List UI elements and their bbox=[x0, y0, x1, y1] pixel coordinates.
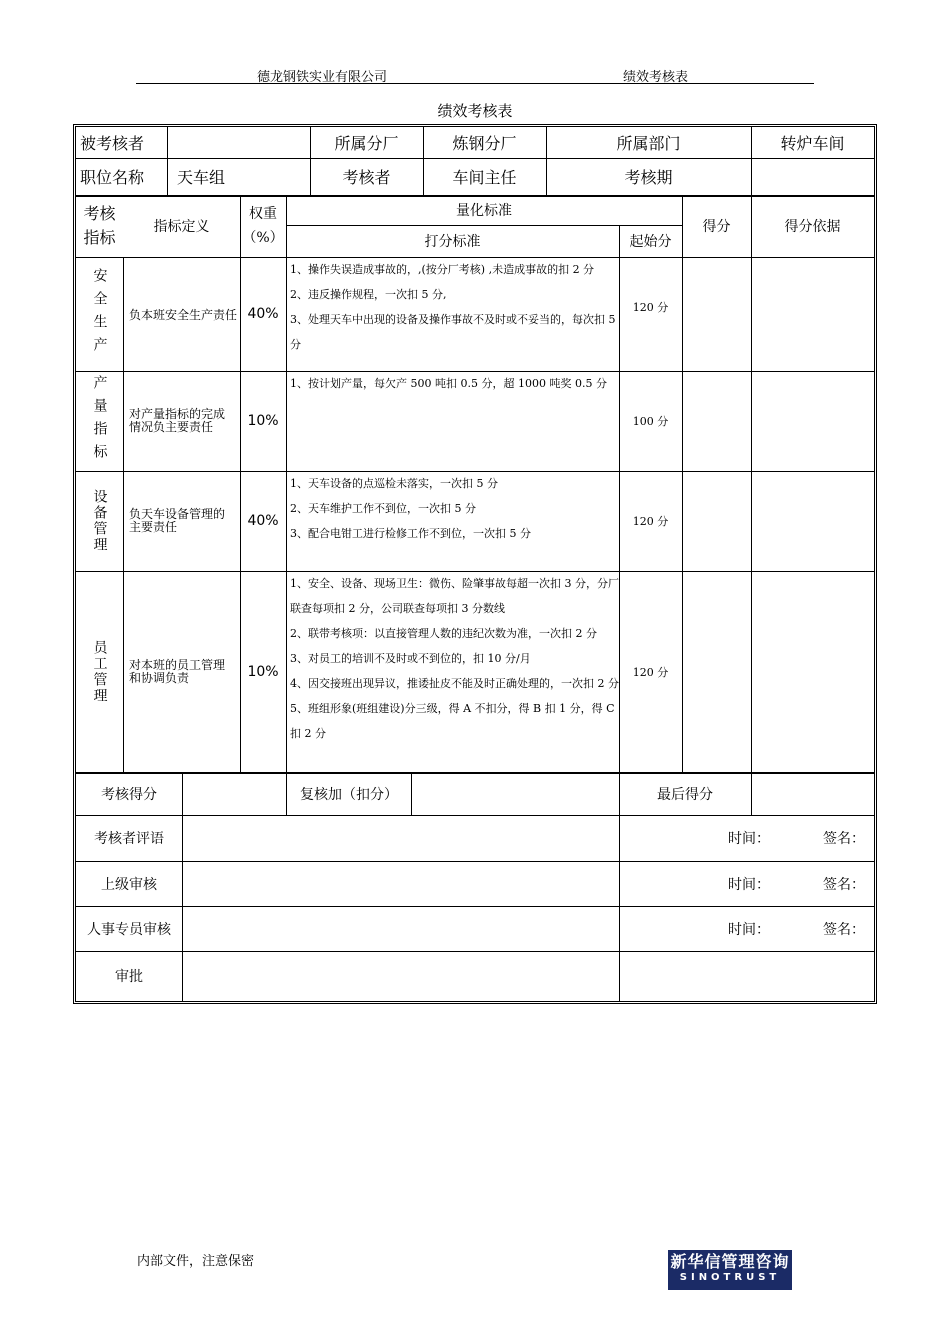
col-divider bbox=[286, 195, 287, 772]
review-adjust-label: 复核加（扣分） bbox=[300, 786, 398, 803]
standard-item: 1、安全、设备、现场卫生：微伤、险肇事故每超一次扣 3 分，分厂联查每项扣 2 分，公司联查每项扣 3 分数线 bbox=[290, 577, 619, 615]
col-header-score: 得分 bbox=[702, 219, 731, 235]
col-header-start: 起始分 bbox=[629, 234, 672, 250]
header-doc-type: 绩效考核表 bbox=[623, 70, 689, 85]
position-label: 职位名称 bbox=[80, 168, 145, 187]
signoff-sign-label: 签名： bbox=[823, 876, 865, 893]
final-score-label: 最后得分 bbox=[657, 786, 713, 803]
col-header-weight-label: 权重 bbox=[249, 206, 277, 222]
company-name: 德龙钢铁实业有限公司 bbox=[257, 70, 388, 85]
dept-label: 所属部门 bbox=[616, 134, 681, 153]
indicator-name bbox=[76, 371, 123, 471]
period-label: 考核期 bbox=[624, 168, 673, 187]
col-header-quant: 量化标准 bbox=[456, 203, 512, 219]
period-value[interactable] bbox=[751, 158, 874, 195]
indicator-basis-input[interactable] bbox=[751, 471, 874, 571]
indicator-basis-input[interactable] bbox=[751, 257, 874, 371]
standard-item: 1、操作失误造成事故的，,(按分厂考核) ,未造成事故的扣 2 分 bbox=[290, 263, 595, 276]
standard-item: 3、处理天车中出现的设备及操作事故不及时或不妥当的，每次扣 5 分 bbox=[290, 313, 616, 351]
indicator-standards bbox=[290, 257, 620, 357]
indicator-definition: 负本班安全生产责任 bbox=[129, 307, 238, 322]
position-value[interactable]: 天车组 bbox=[177, 168, 226, 187]
indicator-start-score: 120 分 bbox=[632, 301, 669, 314]
indicator-standards bbox=[290, 371, 620, 396]
standard-item: 2、天车维护工作不到位，一次扣 5 分 bbox=[290, 502, 476, 515]
indicator-definition: 对产量指标的完成情况负主要责任 bbox=[129, 407, 226, 434]
indicator-start-score: 120 分 bbox=[632, 515, 669, 528]
indicator-standards bbox=[290, 471, 620, 546]
header-rule bbox=[136, 83, 814, 84]
review-adjust-input[interactable] bbox=[411, 772, 619, 815]
signoff-time-label: 时间： bbox=[728, 921, 770, 938]
indicator-definition: 对本班的员工管理和协调负责 bbox=[129, 657, 226, 685]
sinotrust-logo bbox=[668, 1250, 792, 1290]
supervisor-review-input[interactable] bbox=[182, 861, 619, 906]
signoff-sign-label: 签名： bbox=[823, 921, 865, 938]
assessor-comment-input[interactable] bbox=[182, 815, 619, 861]
indicator-weight: 10% bbox=[247, 663, 279, 680]
indicator-weight: 40% bbox=[247, 306, 279, 322]
examinee-value[interactable] bbox=[167, 127, 310, 158]
indicator-name-text: 设备管理 bbox=[91, 489, 108, 553]
indicator-definition: 负天车设备管理的主要责任 bbox=[129, 507, 226, 534]
signoff-label-hr: 人事专员审核 bbox=[87, 921, 171, 938]
examinee-label: 被考核者 bbox=[80, 134, 145, 153]
indicator-name-text: 员工管理 bbox=[91, 639, 108, 704]
standard-item: 2、违反操作规程，一次扣 5 分, bbox=[290, 288, 447, 301]
approval-sign-input[interactable] bbox=[619, 951, 874, 1001]
col-header-weight bbox=[240, 195, 286, 257]
indicator-weight: 40% bbox=[247, 513, 279, 529]
signoff-sign-label: 签名： bbox=[823, 831, 865, 847]
final-score-input[interactable] bbox=[751, 772, 874, 815]
indicator-name bbox=[76, 571, 123, 772]
col-header-definition: 指标定义 bbox=[153, 219, 210, 235]
branch-value[interactable]: 炼钢分厂 bbox=[452, 134, 517, 153]
col-header-scoring: 打分标准 bbox=[424, 234, 481, 250]
logo-en-text: SINOTRUST bbox=[679, 1272, 781, 1283]
standard-item: 2、联带考核项：以直接管理人数的违纪次数为准，一次扣 2 分 bbox=[290, 627, 597, 640]
col-header-indicator-text: 考核指标 bbox=[83, 204, 116, 247]
assessor-value[interactable]: 车间主任 bbox=[452, 168, 517, 187]
indicator-score-input[interactable] bbox=[682, 571, 751, 772]
confidential-note: 内部文件，注意保密 bbox=[137, 1254, 255, 1269]
standard-item: 1、天车设备的点巡检未落实，一次扣 5 分 bbox=[290, 477, 498, 490]
total-score-input[interactable] bbox=[182, 772, 286, 815]
indicator-name bbox=[76, 471, 123, 571]
signoff-time-label: 时间： bbox=[728, 876, 770, 893]
page-title: 绩效考核表 bbox=[437, 102, 513, 120]
assessor-label: 考核者 bbox=[342, 168, 391, 187]
standard-item: 4、因交接班出现异议，推诿扯皮不能及时正确处理的，一次扣 2 分 bbox=[290, 677, 619, 690]
appraisal-table bbox=[73, 124, 877, 1004]
standard-item: 5、班组形象(班组建设)分三级，得 A 不扣分，得 B 扣 1 分，得 C 扣 2 分 bbox=[290, 702, 615, 740]
signoff-label-approval: 审批 bbox=[115, 969, 143, 985]
col-header-weight-unit: （%） bbox=[242, 230, 284, 246]
hr-review-input[interactable] bbox=[182, 906, 619, 951]
indicator-start-score: 120 分 bbox=[632, 665, 669, 679]
indicator-start-score: 100 分 bbox=[632, 415, 669, 428]
standard-item: 1、按计划产量，每欠产 500 吨扣 0.5 分，超 1000 吨奖 0.5 分 bbox=[290, 377, 607, 390]
signoff-label-assessor-comment: 考核者评语 bbox=[94, 831, 164, 847]
logo-cn-text: 新华信管理咨询 bbox=[670, 1252, 790, 1271]
col-header-basis: 得分依据 bbox=[784, 219, 841, 235]
standard-item: 3、对员工的培训不及时或不到位的，扣 10 分/月 bbox=[290, 652, 531, 665]
indicator-weight: 10% bbox=[247, 413, 279, 429]
signoff-label-supervisor: 上级审核 bbox=[101, 876, 157, 893]
approval-input[interactable] bbox=[182, 951, 619, 1001]
indicator-name bbox=[76, 257, 123, 371]
indicator-basis-input[interactable] bbox=[751, 371, 874, 471]
indicator-standards bbox=[290, 571, 620, 746]
indicator-name-text: 产量指标 bbox=[91, 375, 108, 467]
branch-label: 所属分厂 bbox=[334, 134, 399, 153]
indicator-basis-input[interactable] bbox=[751, 571, 874, 772]
indicator-name-text: 安全生产 bbox=[91, 268, 108, 360]
indicator-score-input[interactable] bbox=[682, 257, 751, 371]
dept-value[interactable]: 转炉车间 bbox=[780, 134, 845, 153]
signoff-time-label: 时间： bbox=[728, 831, 770, 847]
col-header-indicator bbox=[76, 195, 123, 257]
standard-item: 3、配合电钳工进行检修工作不到位，一次扣 5 分 bbox=[290, 527, 531, 540]
indicator-score-input[interactable] bbox=[682, 471, 751, 571]
indicator-score-input[interactable] bbox=[682, 371, 751, 471]
total-score-label: 考核得分 bbox=[101, 786, 157, 803]
